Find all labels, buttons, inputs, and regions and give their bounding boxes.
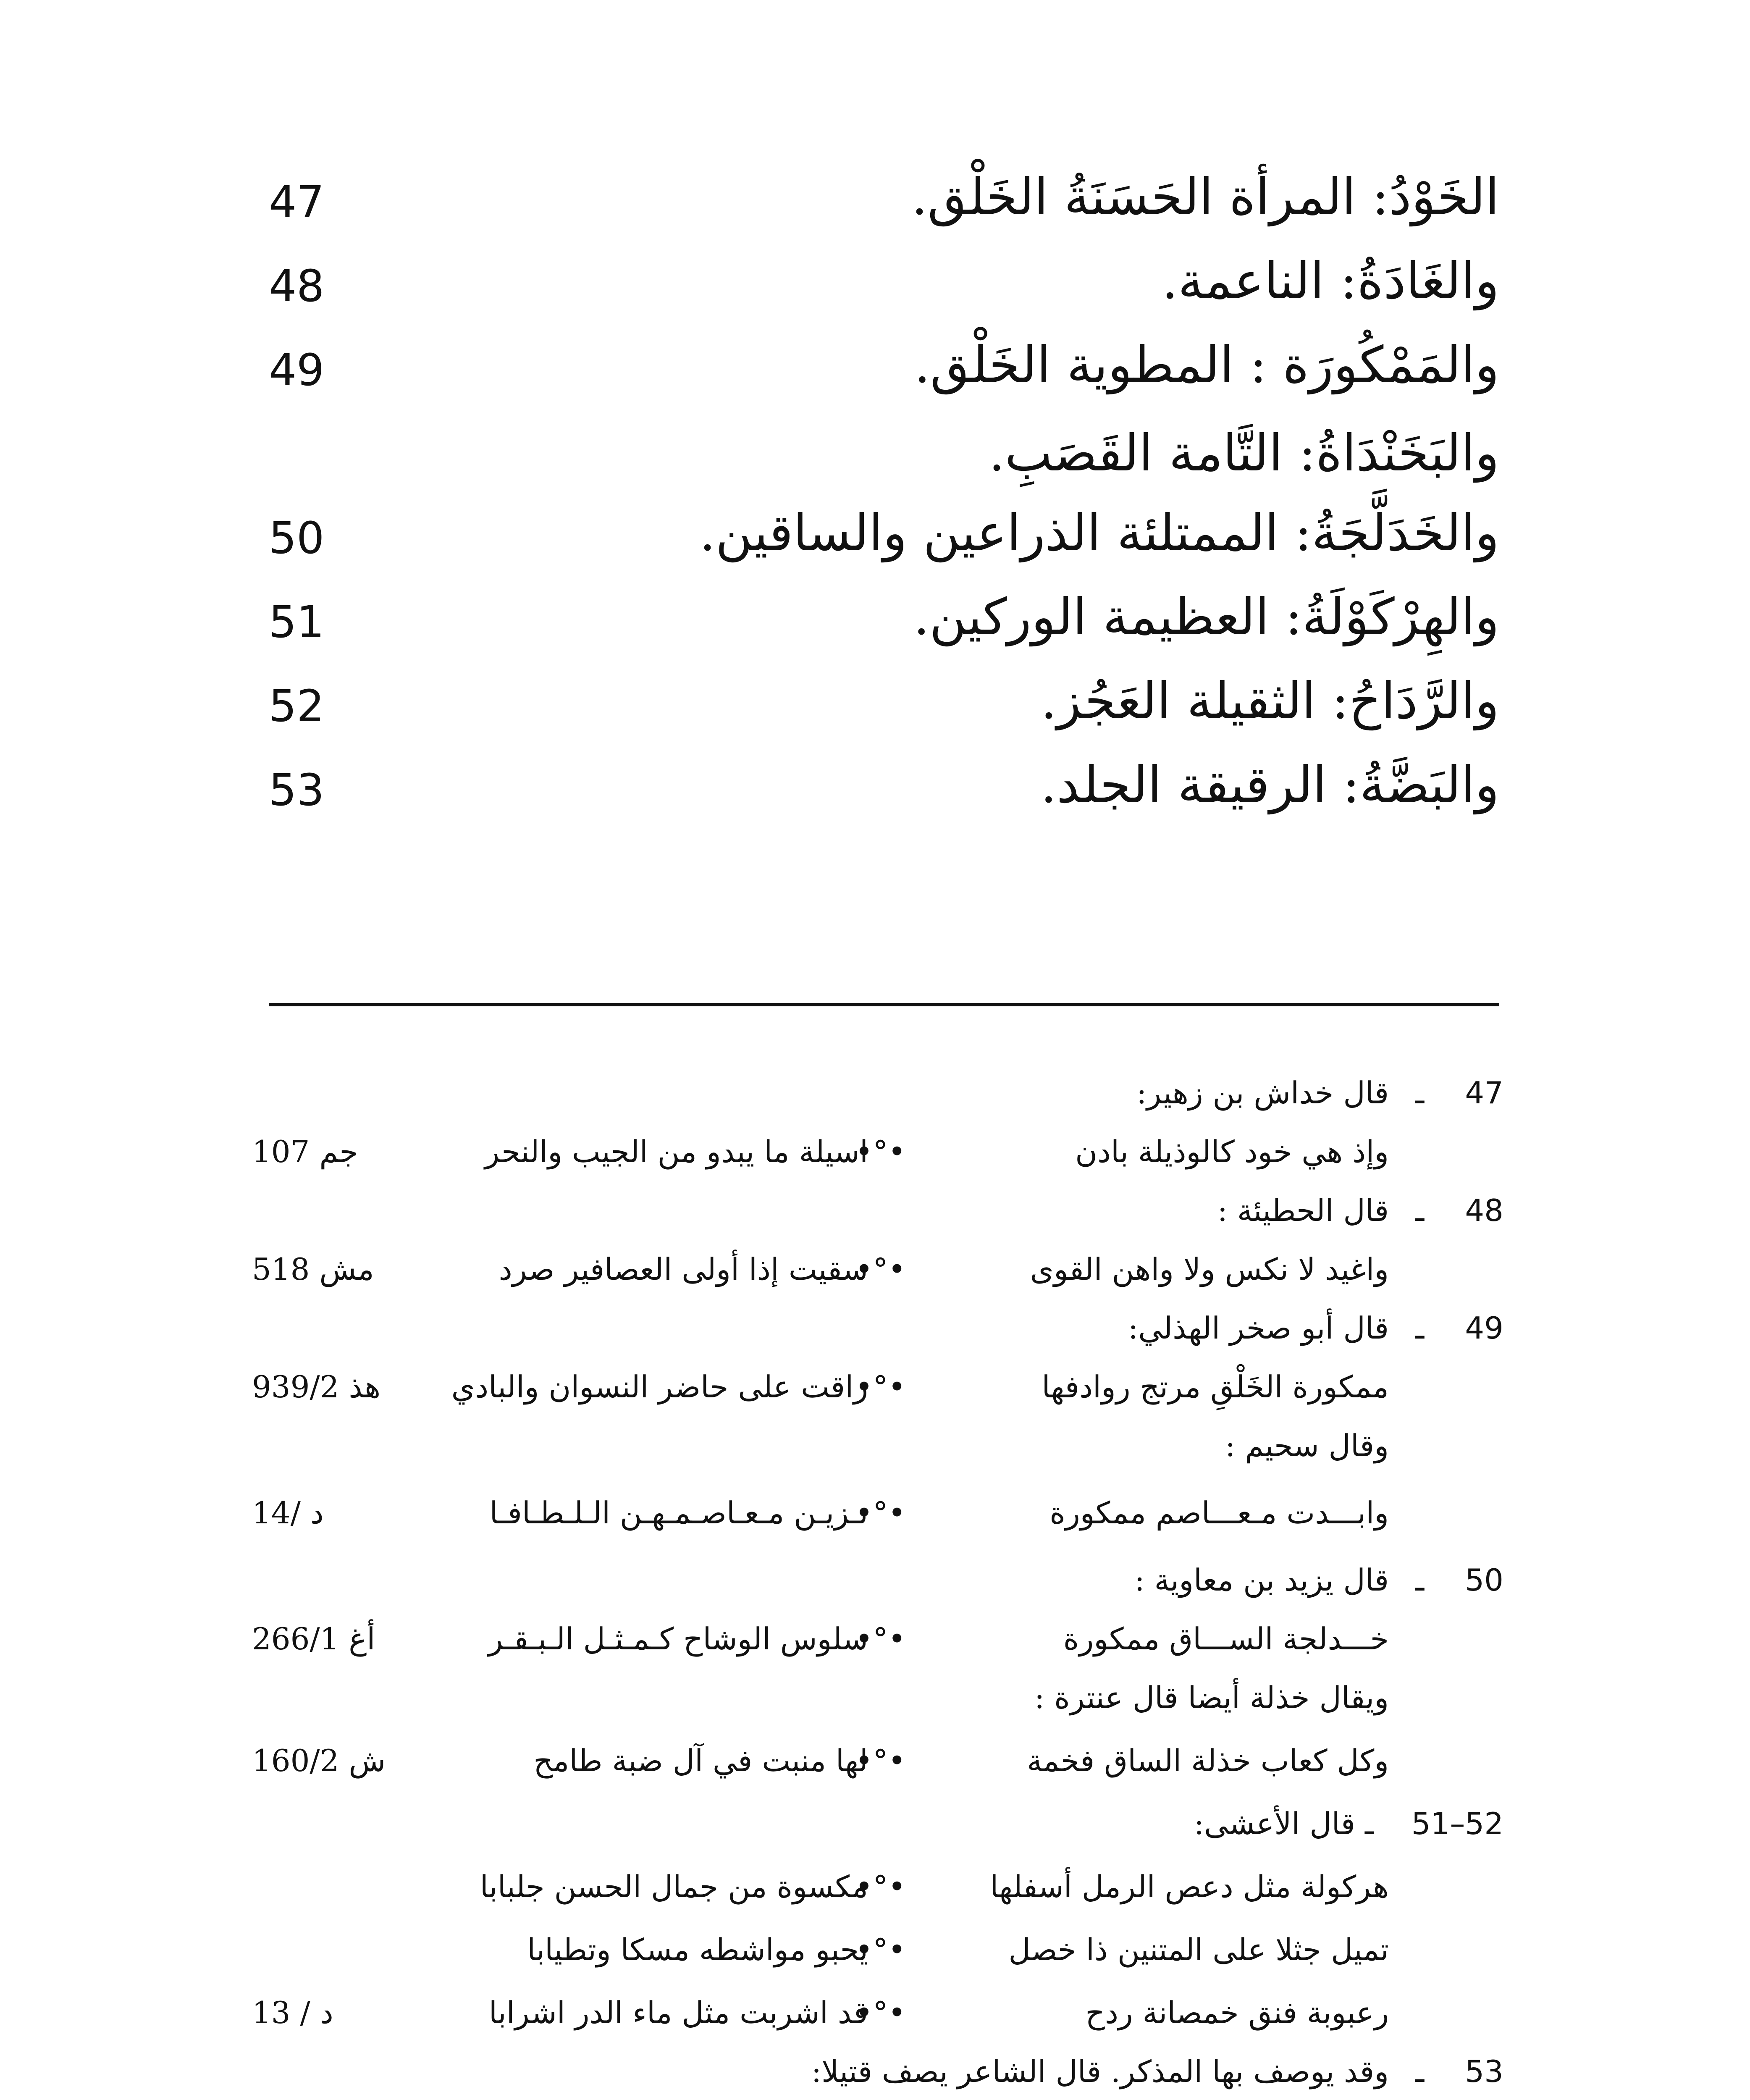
- verse-separator: •°•: [855, 1932, 906, 1967]
- footnote-intro: قال الأعشى:: [1194, 1806, 1355, 1841]
- verse-separator: •°•: [855, 1252, 906, 1287]
- source-reference: [252, 1134, 420, 1169]
- ref-code: د: [310, 1495, 324, 1530]
- footnote-intro: قال أبو صخر الهذلي:: [1128, 1310, 1389, 1346]
- entry-number: 47: [269, 176, 325, 228]
- ref-number: 518: [252, 1252, 310, 1287]
- main-entry-bakhandaa: [269, 424, 1499, 508]
- hemistich-first: واغيد لا نكس ولا واهن القوى: [1030, 1252, 1389, 1287]
- hemistich-first: خـــدلجة الســـاق ممكورة: [1063, 1621, 1389, 1656]
- hemistich-second: لها منبت في آل ضبة طامح: [533, 1743, 868, 1778]
- main-entry-50: [269, 504, 1499, 588]
- hemistich-first: وابـــدت مـعـــاصم ممكورة: [1049, 1495, 1389, 1530]
- source-reference: [252, 1995, 420, 2030]
- verse-separator: •°•: [855, 1495, 906, 1530]
- entry-number: 52: [269, 680, 325, 732]
- source-reference: [252, 1621, 420, 1656]
- footnote-intro: وقد يوصف بها المذكر. قال الشاعر يصف قتيلا:: [811, 2054, 1389, 2089]
- footnote-dash: ـ: [1415, 1562, 1425, 1598]
- entry-number: 51: [269, 596, 325, 648]
- verse-separator: •°•: [855, 1134, 906, 1169]
- footnote-dash: ـ: [1415, 1310, 1425, 1346]
- ref-number: 13 /: [252, 1995, 310, 2030]
- main-entry-51: [269, 588, 1499, 672]
- hemistich-second: يحبو مواشطه مسكا وتطيابا: [527, 1932, 868, 1967]
- hemistich-first: وإذ هي خود كالوذيلة بادن: [1075, 1134, 1389, 1169]
- hemistich-first: هركولة مثل دعص الرمل أسفلها: [990, 1869, 1389, 1904]
- footnote-dash: ـ: [1415, 1075, 1425, 1110]
- ref-code: هذ: [349, 1369, 381, 1404]
- source-reference: [252, 1252, 420, 1287]
- ref-code: جم: [319, 1134, 358, 1169]
- ref-code: ش: [349, 1743, 386, 1778]
- hemistich-first: وكل كعاب خذلة الساق فخمة: [1027, 1743, 1389, 1778]
- footnote-subintro: ويقال خذلة أيضا قال عنترة :: [1034, 1680, 1389, 1715]
- source-reference: [252, 1495, 420, 1530]
- verse-separator: •°•: [855, 1995, 906, 2030]
- entry-number: 49: [269, 344, 325, 396]
- footnote-number: 50: [1465, 1562, 1503, 1598]
- verse-separator: •°•: [855, 1869, 906, 1904]
- footnote-dash: ـ: [1415, 2054, 1425, 2089]
- hemistich-first: رعبوبة فنق خمصانة ردح: [1085, 1995, 1389, 2030]
- footnote-number: 49: [1465, 1310, 1503, 1346]
- ref-number: 14/: [252, 1495, 301, 1530]
- entry-text: والبَضَّةُ: الرقيقة الجلد.: [1040, 756, 1499, 814]
- main-entry-52: [269, 672, 1499, 756]
- entry-text: والمَمْكُورَة : المطوية الخَلْق.: [914, 336, 1499, 394]
- main-entry-49: [269, 336, 1499, 420]
- footnote-number: 48: [1465, 1193, 1503, 1228]
- verse-separator: •°•: [855, 1621, 906, 1656]
- hemistich-second: تـزيـن مـعـاصـمـهـن الـلـطـافـا: [489, 1495, 868, 1530]
- main-entry-48: [269, 252, 1499, 336]
- ref-number: 160/2: [252, 1743, 339, 1778]
- footnote-number: 47: [1465, 1075, 1503, 1110]
- ref-code: أغ: [349, 1621, 375, 1656]
- footnote-intro: قال خداش بن زهير:: [1136, 1075, 1389, 1110]
- verse-separator: •°•: [855, 1369, 906, 1404]
- footnote-subintro: وقال سحيم :: [1225, 1428, 1389, 1463]
- hemistich-second: سلوس الوشاح كـمـثـل الـبـقـر: [488, 1621, 868, 1656]
- source-reference: [252, 1743, 420, 1778]
- hemistich-second: راقت على حاضر النسوان والبادي: [451, 1369, 868, 1404]
- entry-number: 50: [269, 512, 325, 564]
- footnote-dash: ـ: [1415, 1193, 1425, 1228]
- entry-text: والخَدَلَّجَةُ: الممتلئة الذراعين والساقين.: [699, 504, 1499, 562]
- footnote-divider: [269, 1003, 1499, 1006]
- entry-text: الخَوْدُ: المرأة الحَسَنَةُ الخَلْق.: [911, 168, 1499, 226]
- entry-text: والرَّدَاحُ: الثقيلة العَجُز.: [1041, 672, 1499, 730]
- ref-number: 266/1: [252, 1621, 339, 1656]
- entry-number: 48: [269, 260, 325, 312]
- hemistich-second: اسيلة ما يبدو من الجيب والنحر: [485, 1134, 868, 1169]
- entry-number: 53: [269, 764, 325, 816]
- hemistich-first: ممكورة الخَلْقِ مرتج روادفها: [1042, 1369, 1389, 1404]
- hemistich-second: مكسوة من جمال الحسن جلبابا: [480, 1869, 868, 1904]
- ref-number: 107: [252, 1134, 310, 1169]
- hemistich-second: قد اشربت مثل ماء الدر اشرابا: [488, 1995, 868, 2030]
- hemistich-second: سقيت إذا أولى العصافير صرد: [499, 1252, 868, 1287]
- ref-number: 939/2: [252, 1369, 339, 1404]
- entry-text: والهِرْكَوْلَةُ: العظيمة الوركين.: [913, 588, 1499, 646]
- hemistich-first: تميل جثلا على المتنين ذا خصل: [1008, 1932, 1389, 1967]
- source-reference: [252, 1369, 420, 1404]
- verse-separator: •°•: [855, 1743, 906, 1778]
- footnote-dash: ـ: [1365, 1806, 1374, 1841]
- footnote-intro: قال يزيد بن معاوية :: [1134, 1562, 1389, 1598]
- footnote-number: 51–52: [1411, 1806, 1503, 1841]
- entry-text: والغَادَةُ: الناعمة.: [1162, 252, 1499, 310]
- footnote-intro: قال الحطيئة :: [1217, 1193, 1389, 1228]
- main-entry-53: [269, 756, 1499, 840]
- entry-text: والبَخَنْدَاةُ: التَّامة القَصَبِ.: [989, 424, 1499, 483]
- ref-code: مش: [319, 1252, 374, 1287]
- main-entry-47: [269, 168, 1499, 252]
- ref-code: د: [320, 1995, 333, 2030]
- footnote-number: 53: [1465, 2054, 1503, 2089]
